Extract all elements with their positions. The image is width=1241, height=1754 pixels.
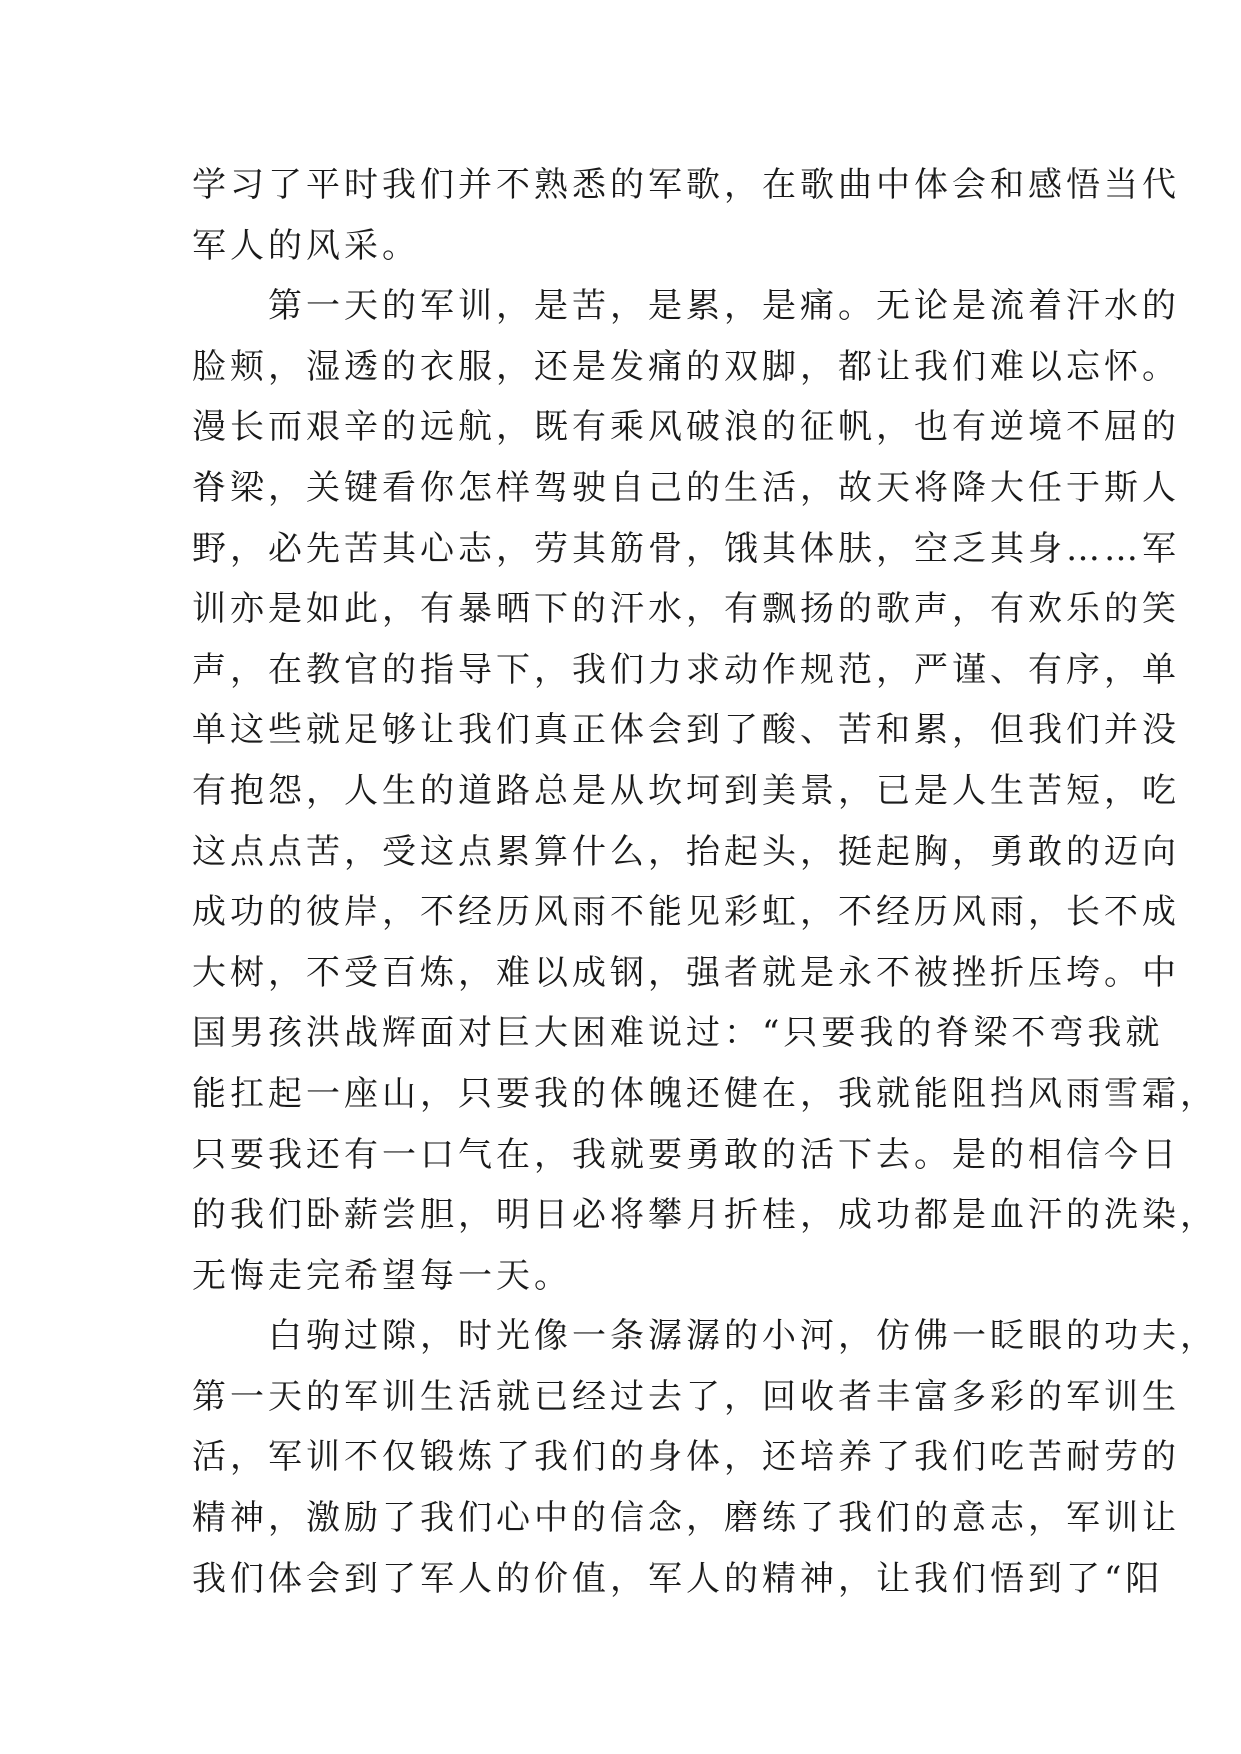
text-line: 能扛起一座山，只要我的体魄还健在，我就能阻挡风雨雪霜， (192, 1073, 1218, 1114)
text-line: 脊梁，关键看你怎样驾驶自己的生活，故天将降大任于斯人 (192, 467, 1180, 508)
text-line: 有抱怨，人生的道路总是从坎坷到美景，已是人生苦短，吃 (192, 770, 1180, 811)
text-line: 第一天的军训，是苦，是累，是痛。无论是流着汗水的 (268, 286, 1180, 327)
paragraph-1 (192, 155, 1180, 276)
text-line: 精神，激励了我们心中的信念，磨练了我们的意志，军训让 (192, 1498, 1180, 1539)
text-line: 只要我还有一口气在，我就要勇敢的活下去。是的相信今日 (192, 1134, 1180, 1175)
text-line: 国男孩洪战辉面对巨大困难说过：“只要我的脊梁不弯我就 (192, 1013, 1164, 1054)
text-line: 漫长而艰辛的远航，既有乘风破浪的征帆，也有逆境不屈的 (192, 407, 1180, 448)
document-body (192, 155, 1218, 1609)
text-line: 学习了平时我们并不熟悉的军歌，在歌曲中体会和感悟当代 (192, 165, 1180, 205)
text-line: 的我们卧薪尝胆，明日必将攀月折桂，成功都是血汗的洗染， (192, 1195, 1218, 1236)
text-line: 我们体会到了军人的价值，军人的精神，让我们悟到了“阳 (192, 1558, 1164, 1599)
text-line: 成功的彼岸，不经历风雨不能见彩虹，不经历风雨，长不成 (192, 892, 1180, 933)
text-line: 这点点苦，受这点累算什么，抬起头，挺起胸，勇敢的迈向 (192, 831, 1180, 872)
text-line: 声，在教官的指导下，我们力求动作规范，严谨、有序，单 (192, 649, 1180, 690)
text-line: 单这些就足够让我们真正体会到了酸、苦和累，但我们并没 (192, 710, 1180, 751)
text-line: 无悔走完希望每一天。 (192, 1255, 572, 1296)
text-line: 野，必先苦其心志，劳其筋骨，饿其体肤，空乏其身……军 (192, 528, 1180, 569)
text-line: 第一天的军训生活就已经过去了，回收者丰富多彩的军训生 (192, 1376, 1180, 1417)
paragraph-2 (192, 276, 1218, 1306)
text-line: 大树，不受百炼，难以成钢，强者就是永不被挫折压垮。中 (192, 952, 1180, 993)
text-line: 活，军训不仅锻炼了我们的身体，还培养了我们吃苦耐劳的 (192, 1437, 1180, 1478)
text-line: 训亦是如此，有暴晒下的汗水，有飘扬的歌声，有欢乐的笑 (192, 589, 1180, 630)
text-line: 白驹过隙，时光像一条潺潺的小河，仿佛一眨眼的功夫， (268, 1316, 1218, 1357)
text-line: 军人的风采。 (192, 225, 420, 266)
text-line: 脸颊，湿透的衣服，还是发痛的双脚，都让我们难以忘怀。 (192, 346, 1180, 387)
paragraph-3 (192, 1306, 1218, 1609)
